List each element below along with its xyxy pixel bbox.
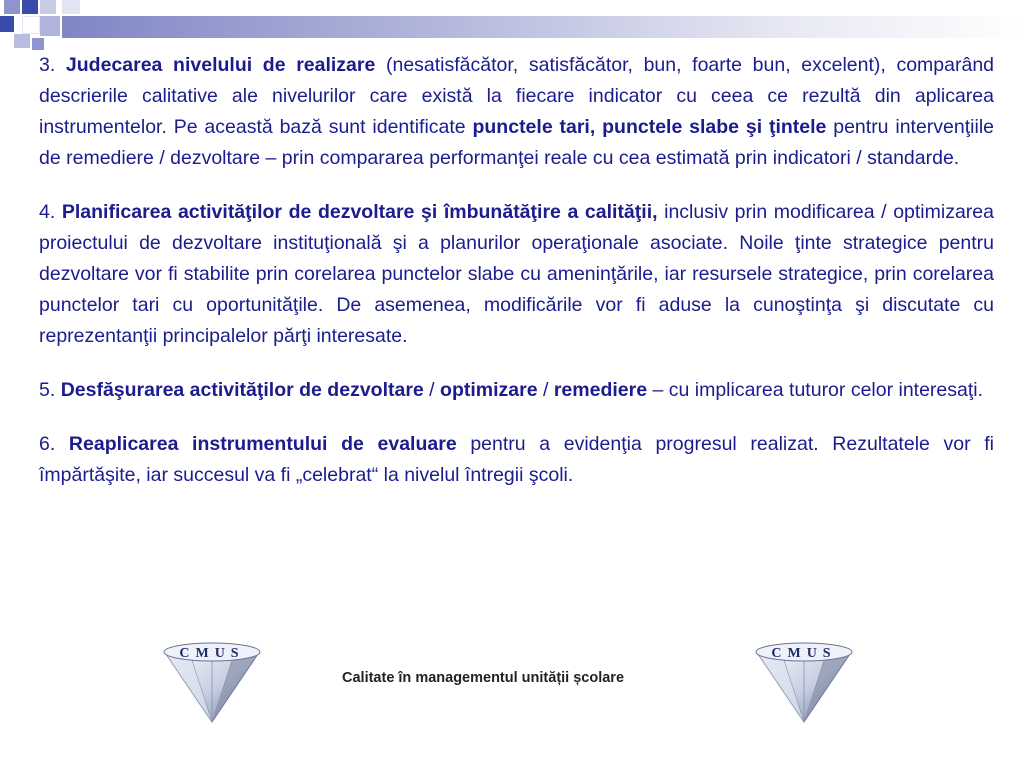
step-number: 5.	[39, 379, 61, 401]
bold-text: Judecarea nivelului de realizare	[65, 54, 376, 76]
body-text: /	[537, 379, 554, 401]
step-number: 6.	[39, 433, 69, 455]
logo-text-right: CMUS	[771, 646, 837, 661]
deco-square	[40, 0, 56, 14]
footer-caption: Calitate în managementul unității școlare	[342, 670, 625, 686]
step-number: 3.	[39, 54, 66, 76]
paragraph-step-6	[39, 429, 994, 491]
deco-square	[32, 38, 44, 50]
bold-text: remediere	[553, 379, 648, 401]
deco-square	[62, 0, 80, 14]
deco-square	[0, 16, 14, 32]
deco-square	[4, 0, 20, 14]
body-text: pentru a evidenţia progresul realizat. Rezultatele vor fi împărtăşite, iar succesul va fi „celebrat“ la nivelul întregii şcoli.	[39, 433, 994, 486]
paragraph-step-4	[39, 197, 994, 352]
body-text: inclusiv prin modificarea / optimizarea proiectului de dezvoltare instituţională şi a planurilor operaţionale asociate. Noile ţinte strategice pentru dezvoltare vor fi stabilite prin corelarea punctelor slabe cu ameninţările, iar resursele strategice, prin corelarea punctelor tari cu oportunităţile. De asemenea, modificările vor fi aduse la cunoştinţa şi discutate cu reprezentanţii principalelor părţi interesate.	[39, 201, 994, 347]
deco-square	[40, 16, 60, 36]
bold-text: punctele tari, punctele slabe şi ţintele	[472, 116, 827, 138]
deco-square	[22, 16, 40, 34]
body-text: /	[423, 379, 441, 401]
bold-text: optimizare	[440, 379, 538, 401]
paragraph-step-5	[39, 375, 994, 406]
bold-text: Desfăşurarea activităţilor de dezvoltare	[60, 379, 424, 401]
cmus-logo-left	[160, 640, 264, 724]
bold-text: Planificarea activităţilor de dezvoltare şi îmbunătăţire a calităţii,	[61, 201, 658, 223]
header-gradient-bar	[62, 16, 1024, 38]
deco-square	[14, 34, 30, 48]
body-text: pentru intervenţiile de remediere / dezvoltare – prin compararea performanţei reale cu cea estimată prin indicatori / standarde.	[39, 116, 995, 169]
body-text: (nesatisfăcător, satisfăcător, bun, foarte bun, excelent), comparând descrierile calitative ale nivelurilor care există la fiecare indicator cu ceea ce rezultă din aplicarea instrumentelor. Pe această bază sunt identificate	[39, 54, 995, 138]
body-text: – cu implicarea tuturor celor interesaţi.	[647, 379, 984, 401]
cmus-logo-right	[752, 640, 856, 724]
deco-square	[22, 0, 38, 14]
main-content	[39, 50, 994, 514]
paragraph-step-3	[39, 50, 994, 174]
logo-text-left: CMUS	[179, 646, 245, 661]
bold-text: Reaplicarea instrumentului de evaluare	[68, 433, 457, 455]
step-number: 4.	[39, 201, 62, 223]
